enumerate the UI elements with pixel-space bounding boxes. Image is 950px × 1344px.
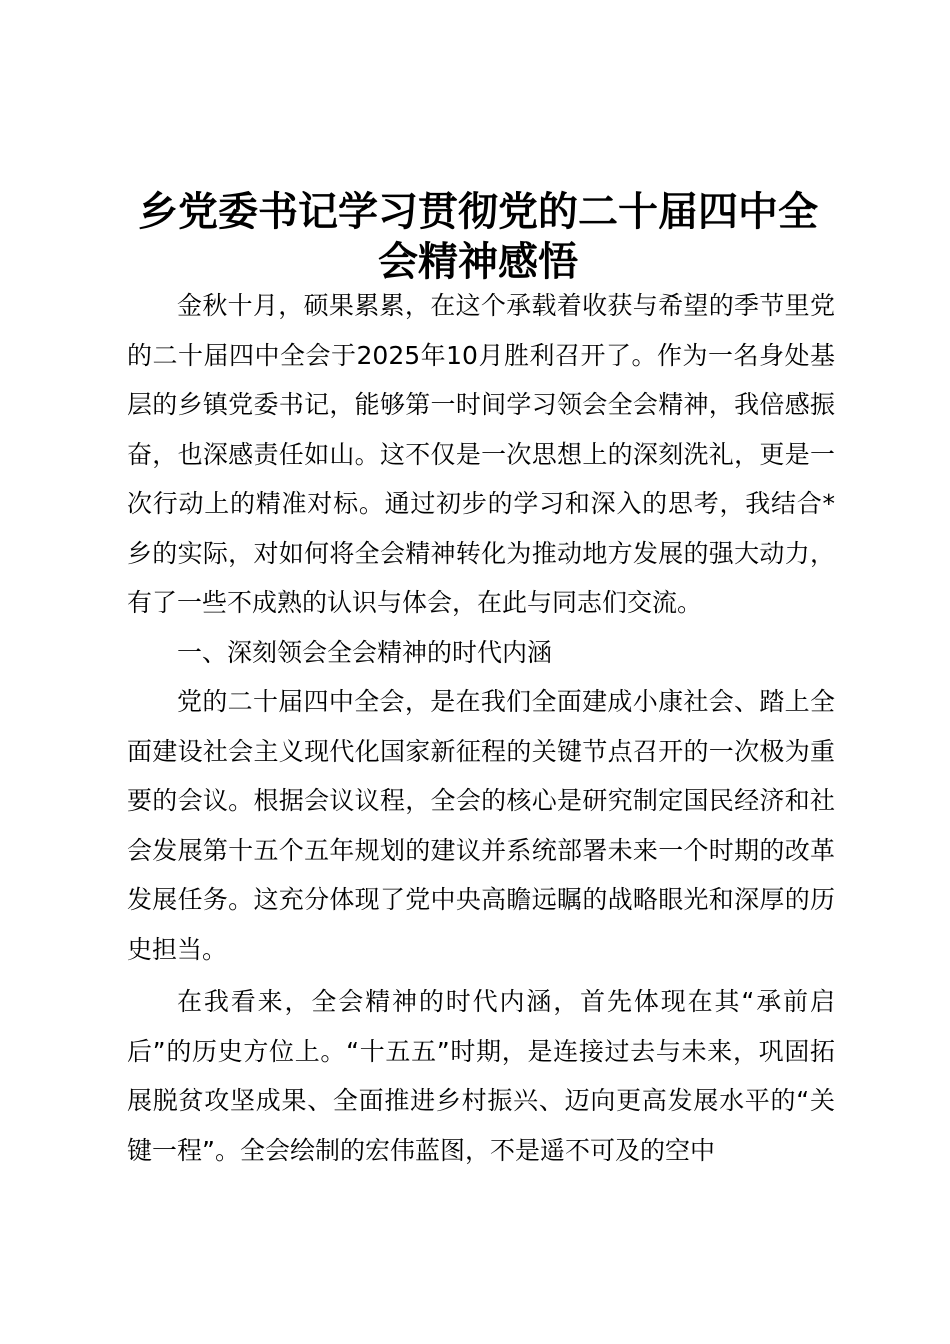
paragraph-intro: 金秋十月，硕果累累，在这个承载着收获与希望的季节里党的二十届四中全会于2025年10月胜利召开了。作为一名身处基层的乡镇党委书记，能够第一时间学习领会全会精神，我倍感振奋，也深感责任如山。这不仅是一次思想上的深刻洗礼，更是一次行动上的精准对标。通过初步的学习和深入的思考，我结合*乡的实际，对如何将全会精神转化为推动地方发展的强大动力，有了一些不成熟的认识与体会，在此与同志们交流。 <box>127 291 835 617</box>
document-title: 乡党委书记学习贯彻党的二十届四中全会精神感悟 <box>138 188 818 285</box>
section-heading-1: 一、深刻领会全会精神的时代内涵 <box>177 637 553 667</box>
paragraph-section-1-a: 党的二十届四中全会，是在我们全面建成小康社会、踏上全面建设社会主义现代化国家新征程的关键节点召开的一次极为重要的会议。根据会议议程，全会的核心是研究制定国民经济和社会发展第十五个五年规划的建议并系统部署未来一个时期的改革发展任务。这充分体现了党中央高瞻远瞩的战略眼光和深厚的历史担当。 <box>127 687 835 964</box>
paragraph-section-1-b: 在我看来，全会精神的时代内涵，首先体现在其“承前启后”的历史方位上。“十五五”时期，是连接过去与未来，巩固拓展脱贫攻坚成果、全面推进乡村振兴、迈向更高发展水平的“关键一程”。全会绘制的宏伟蓝图，不是遥不可及的空中 <box>127 987 835 1165</box>
document-body <box>127 281 835 1175</box>
